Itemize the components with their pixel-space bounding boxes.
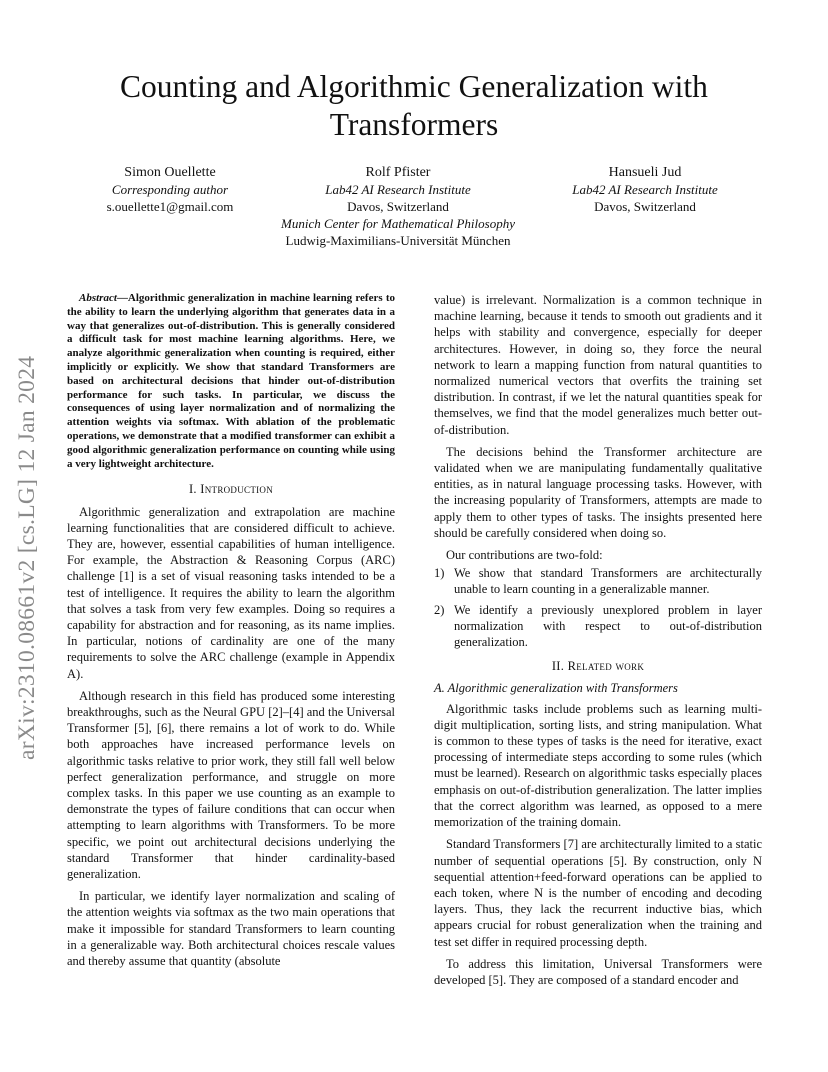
list-item <box>434 565 762 597</box>
author-affiliation: Lab42 AI Research Institute <box>572 182 718 197</box>
author-name: Simon Ouellette <box>124 165 216 180</box>
list-text: We identify a previously unexplored problem in layer normalization with respect to out-of-distribution generalization. <box>454 602 762 650</box>
right-column <box>434 292 762 994</box>
author-email: s.ouellette1@gmail.com <box>106 199 234 214</box>
author-affiliation: Munich Center for Mathematical Philosophy <box>281 216 515 231</box>
abstract-lead: Abstract <box>79 292 117 304</box>
paragraph: Algorithmic tasks include problems such as learning multi-digit multiplication, sorting lists, and string manipulation. What is common to these types of tasks is the need for iterative, exact processing of intermediate steps according to some rules (which must be learned). Research on algorithmic tasks especially places emphasis on out-of-distribution generalization. The latter implies that the correct algorithm was learned, as opposed to a mere memorization of the training domain. <box>434 701 762 830</box>
paragraph: Although research in this field has produced some interesting breakthroughs, such as the Neural GPU [2]–[4] and the Universal Transformer [5], [6], there remains a lot of work to do. While both approaches have increased performance levels on algorithmic tasks relative to prior work, they still fall well below perfect generalization performance, and struggle on more complex tasks. In this paper we use counting as an example to demonstrate the types of failure conditions that can occur when attempting to learn algorithms with Transformers. To be more specific, we point out architectural decisions underlying the standard Transformer that hinder cardinality-based generalization. <box>67 688 395 882</box>
paragraph: To address this limitation, Universal Transformers were developed [5]. They are composed of a standard encoder and <box>434 956 762 987</box>
list-number: 2) <box>434 602 445 617</box>
author-block <box>545 164 745 215</box>
list-number: 1) <box>434 566 445 581</box>
author-location: Davos, Switzerland <box>594 199 696 214</box>
section-heading-introduction: I. Introduction <box>188 482 274 497</box>
author-name: Rolf Pfister <box>365 165 431 180</box>
author-block <box>80 164 260 215</box>
list-item <box>434 602 762 651</box>
left-column <box>67 292 395 975</box>
paper-title: Counting and Algorithmic Generalization with Transformers <box>120 69 708 142</box>
paragraph: The decisions behind the Transformer architecture are validated when we are manipulating fundamentally qualitative entities, as in natural language processing tasks. However, with the increasing popularity of Transformers, attempts are made to apply them to other types of tasks. The insights presented here should be carefully considered when doing so. <box>434 444 762 540</box>
subsection-heading: A. Algorithmic generalization with Transformers <box>434 681 678 696</box>
author-location: Davos, Switzerland <box>347 199 449 214</box>
section-heading-related-work: II. Related work <box>551 659 645 674</box>
paragraph: Our contributions are two-fold: <box>446 548 603 563</box>
paragraph: Standard Transformers [7] are architecturally limited to a static number of sequential operations [5]. By construction, only N sequential attention+feed-forward operations can be applied to each token, where N is the number of encoding and decoding layers. Thus, they lack the recurrent inductive bias, which appears crucial for robust generalization when the training and test set differ in required processing depth. <box>434 837 762 949</box>
author-block <box>258 164 538 249</box>
author-affiliation: Lab42 AI Research Institute <box>325 182 471 197</box>
paragraph: Algorithmic generalization and extrapolation are machine learning functionalities that are considered difficult to achieve. They are, however, essential capabilities of human intelligence. For example, the Abstraction & Reasoning Corpus (ARC) challenge [1] is a set of visual reasoning tasks intended to be a test of intelligence. It requires the ability to learn the algorithm that solves a task from very few examples. Doing so requires a capability for abstraction and for reasoning, as its name implies. In particular, notions of cardinality are one of the many requirements to solve the ARC challenge (example in Appendix A). <box>67 504 395 681</box>
paragraph: value) is irrelevant. Normalization is a common technique in machine learning, because it tends to smooth out gradients and it helps with stability and convergence, especially for deeper architectures. However, in doing so, they force the neural network to learn a mapping function from natural quantities to normalized numerical vectors that overfits the training set distribution. In contrast, if we let the natural quantities speak for themselves, we find that the model generalizes much better out-of-distribution. <box>434 293 762 437</box>
author-role: Corresponding author <box>111 182 229 197</box>
contributions-list <box>434 565 762 650</box>
list-text: We show that standard Transformers are architecturally unable to learn counting in a generalizable manner. <box>454 566 762 597</box>
abstract <box>67 292 395 471</box>
author-name: Hansueli Jud <box>608 165 682 180</box>
arxiv-identifier: arXiv:2310.08661v2 [cs.LG] 12 Jan 2024 <box>14 355 40 760</box>
abstract-text: —Algorithmic generalization in machine learning refers to the ability to learn the underlying algorithm that generates data in a way that generalizes out-of-distribution. This is generally considered a difficult task for most machine learning algorithms. Here, we analyze algorithmic generalization when counting is required, either implicitly or explicitly. We show that standard Transformers are based on architectural decisions that hinder out-of-distribution performance for such tasks. In particular, we discuss the consequences of using layer normalization and of normalizing the attention weights via softmax. With ablation of the problematic operations, we demonstrate that a modified transformer can exhibit a good algorithmic generalization performance on counting while using a very lightweight architecture. <box>67 292 395 470</box>
paragraph: In particular, we identify layer normalization and scaling of the attention weights via softmax as the two main operations that make it impossible for standard Transformers to learn counting in a generalizable way. Both architectural choices rescale values and thereby assume that quantity (absolute <box>67 889 395 969</box>
author-institution: Ludwig-Maximilians-Universität München <box>285 233 511 248</box>
